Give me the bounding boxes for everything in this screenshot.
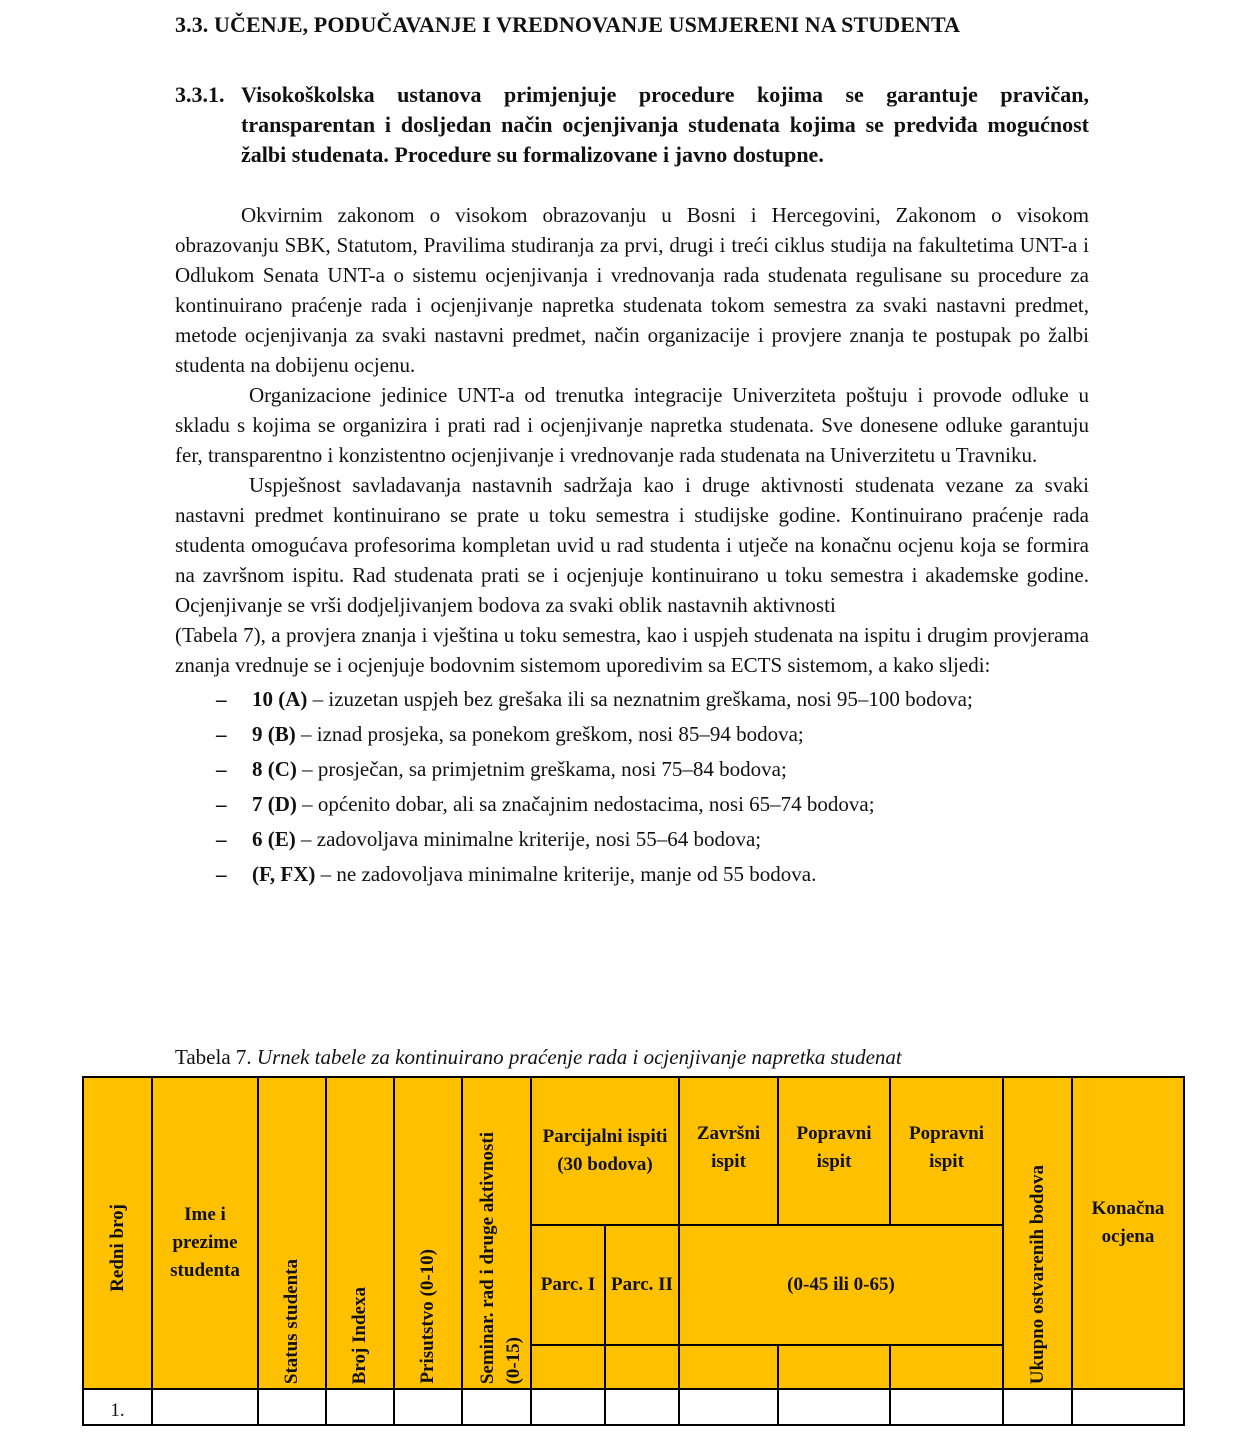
prisustvo-label: Prisutstvo (0-10) (417, 1249, 438, 1384)
grade-list (175, 684, 1089, 894)
grade-item (175, 719, 1089, 754)
empty-cell (531, 1345, 605, 1389)
paragraph-3: Uspješnost savladavanja nastavnih sadržaja kao i druge aktivnosti studenata vezane za svaki nastavni predmet kontinuirano se prate u toku semestra i studijske godine. Kontinuirano praćenje rada studenta omogućava profesorima kompletan uvid u rad studenta i utječe na konačnu ocjenu koja se formira na završnom ispitu. Rad studenata prati se i ocjenjuje kontinuirano u toku semestra i akademske godine. Ocjenjivanje se vrši dodjeljivanjem bodova za svaki oblik nastavnih aktivnosti (175, 473, 1089, 617)
cell-konacna[interactable] (1072, 1389, 1184, 1425)
cell-prisustvo[interactable] (394, 1389, 462, 1425)
grade-description: – izuzetan uspjeh bez grešaka ili sa neznatnim greškama, nosi 95–100 bodova; (307, 687, 973, 711)
cell-ime[interactable] (152, 1389, 258, 1425)
header-konacna: Konačna ocjena (1072, 1077, 1184, 1389)
header-zavrsni: Završni ispit (679, 1077, 778, 1225)
empty-cell (679, 1345, 778, 1389)
header-parc-1: Parc. I (531, 1225, 605, 1345)
paragraph-2: Organizacione jedinice UNT-a od trenutka integracije Univerziteta poštuju i provode odluke u skladu s kojima se organizira i prati rad i ocjenjivanje napretka studenata. Sve donesene odluke garantuju fer, transparentno i konzistentno ocjenjivanje i vrednovanje rada studenata na Univerzitetu u Travniku. (175, 383, 1089, 467)
header-range: (0-45 ili 0-65) (679, 1225, 1003, 1345)
seminar-range-label: (0-15) (502, 1336, 524, 1384)
grade-item (175, 859, 1089, 894)
grade-label: 8 (C) (252, 757, 297, 781)
grade-description: – zadovoljava minimalne kriterije, nosi 55–64 bodova; (295, 827, 762, 851)
grade-item (175, 754, 1089, 789)
empty-cell (890, 1345, 1003, 1389)
header-popravni-2: Popravni ispit (890, 1077, 1003, 1225)
body-text (175, 200, 1089, 894)
grade-label: 10 (A) (252, 687, 308, 711)
grade-label: 9 (B) (252, 722, 296, 746)
grade-description: – ne zadovoljava minimalne kriterije, manje od 55 bodova. (315, 862, 817, 886)
ukupno-label: Ukupno ostvarenih bodova (1026, 1164, 1048, 1384)
header-ukupno (1003, 1077, 1072, 1389)
grade-label: 6 (E) (252, 827, 296, 851)
grade-item (175, 824, 1089, 859)
grade-label: 7 (D) (252, 792, 297, 816)
table-caption (175, 1045, 902, 1070)
status-label: Status studenta (281, 1258, 302, 1384)
dash-bullet: – (216, 792, 227, 816)
table-row (83, 1389, 1184, 1425)
header-broj-indexa (326, 1077, 394, 1389)
cell-popravni-1[interactable] (778, 1389, 890, 1425)
subsection-number: 3.3.1. (175, 82, 225, 107)
header-parc-2: Parc. II (605, 1225, 679, 1345)
cell-ukupno[interactable] (1003, 1389, 1072, 1425)
redni-broj-label: Redni broj (106, 1204, 128, 1292)
header-parcijalni: Parcijalni ispiti (30 bodova) (531, 1077, 679, 1225)
header-redni-broj (83, 1077, 152, 1389)
header-seminar (462, 1077, 531, 1389)
cell-status[interactable] (258, 1389, 326, 1425)
paragraph-1: Okvirnim zakonom o visokom obrazovanju u Bosni i Hercegovini, Zakonom o visokom obrazovanju SBK, Statutom, Pravilima studiranja za prvi, drugi i treći ciklus studija na fakultetima UNT-a i Odlukom Senata UNT-a o sistemu ocjenjivanja i vrednovanja rada studenata regulisane su procedure za kontinuirano praćenje rada i ocjenjivanje napretka studenata tokom semestra za svaki nastavni predmet, metode ocjenjivanja za svaki nastavni predmet, način organizacije i provjere znanja te postupak po žalbi studenta na dobijenu ocjenu. (175, 203, 1089, 377)
subsection-text: Visokoškolska ustanova primjenjuje procedure kojima se garantuje pravičan, transparentan i dosljedan način ocjenjivanja studenata kojima se predviđa mogućnost žalbi studenata. Procedure su formalizovane i javno dostupne. (241, 82, 1089, 167)
cell-popravni-2[interactable] (890, 1389, 1003, 1425)
dash-bullet: – (216, 827, 227, 851)
cell-index[interactable] (326, 1389, 394, 1425)
grade-description: – iznad prosjeka, sa ponekom greškom, nosi 85–94 bodova; (295, 722, 804, 746)
dash-bullet: – (216, 722, 227, 746)
caption-title: Urnek tabele za kontinuirano praćenje rada i ocjenjivanje napretka studenat (256, 1045, 902, 1069)
caption-prefix: Tabela 7. (175, 1045, 257, 1069)
grade-item (175, 684, 1089, 719)
cell-parc-1[interactable] (531, 1389, 605, 1425)
evaluation-table (82, 1076, 1185, 1426)
header-status (258, 1077, 326, 1389)
header-ime-prezime: Ime i prezime studenta (152, 1077, 258, 1389)
dash-bullet: – (216, 757, 227, 781)
grade-label: (F, FX) (252, 862, 316, 886)
header-prisustvo (394, 1077, 462, 1389)
grade-description: – prosječan, sa primjetnim greškama, nosi 75–84 bodova; (296, 757, 787, 781)
broj-indexa-label: Broj Indexa (349, 1286, 370, 1384)
subsection-heading (175, 80, 1089, 170)
dash-bullet: – (216, 687, 227, 711)
grade-item (175, 789, 1089, 824)
seminar-label: Seminar. rad i druge aktivnosti (477, 1131, 499, 1384)
paragraph-4: (Tabela 7), a provjera znanja i vještina u toku semestra, kao i uspjeh studenata na ispitu i drugim provjerama znanja vrednuje se i ocjenjuje bodovnim sistemom uporedivim sa ECTS sistemom, a kako sljedi: (175, 623, 1089, 677)
cell-parc-2[interactable] (605, 1389, 679, 1425)
grade-description: – općenito dobar, ali sa značajnim nedostacima, nosi 65–74 bodova; (296, 792, 875, 816)
header-popravni-1: Popravni ispit (778, 1077, 890, 1225)
cell-seminar[interactable] (462, 1389, 531, 1425)
cell-zavrsni[interactable] (679, 1389, 778, 1425)
empty-cell (778, 1345, 890, 1389)
dash-bullet: – (216, 862, 227, 886)
empty-cell (605, 1345, 679, 1389)
section-heading: 3.3. UČENJE, PODUČAVANJE I VREDNOVANJE USMJERENI NA STUDENTA (175, 12, 961, 37)
row-number: 1. (83, 1389, 152, 1425)
